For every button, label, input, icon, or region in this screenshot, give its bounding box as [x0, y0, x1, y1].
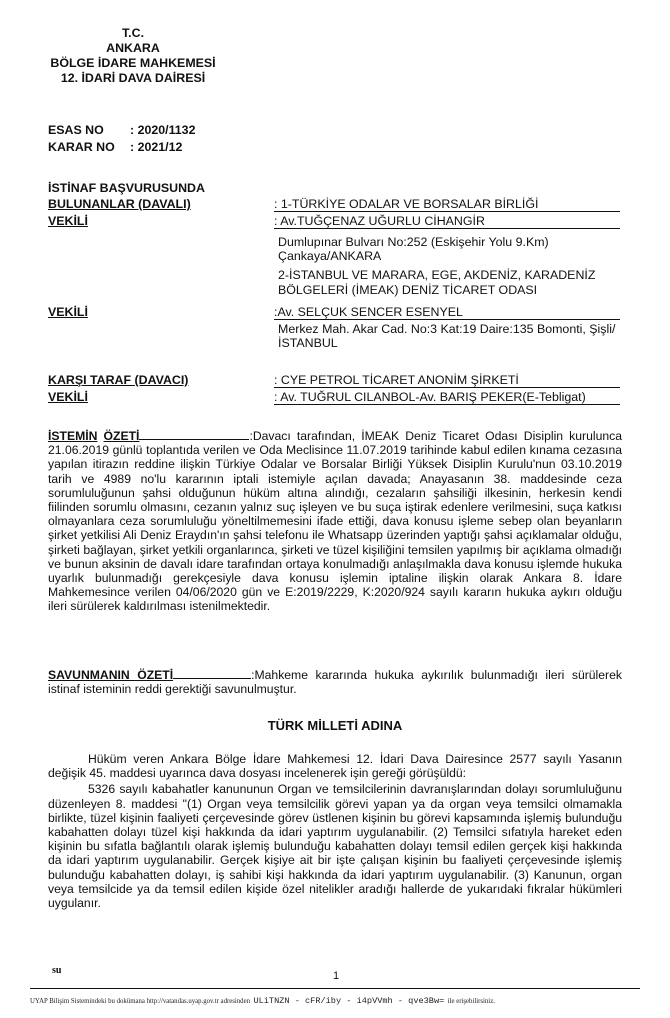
footer-rule	[30, 988, 640, 989]
vekil2-value: :Av. SELÇUK SENCER ESENYEL	[274, 305, 463, 319]
footer-uyap-tail: ile erişebilirsiniz.	[447, 998, 495, 1005]
istinaf-label-2: BULUNANLAR (DAVALI)	[48, 197, 191, 211]
rule	[274, 211, 620, 212]
page-number: 1	[333, 970, 340, 982]
body-paragraph-2: 5326 sayılı kabahatler kanununun Organ ve temsilcilerinin davranışlarından dolayı sorumluluğunu düzenleyen 8. maddesi "(1) Organ veya temsilcilik görevi yapan ya da organ veya temsilci olmamakla birlikte, tüzel kişinin faaliyeti çerçevesinde görev üstlenen kişinin bu görevi kapsamında işlemiş bulunduğu kabahatten dolayı tüzel kişi hakkında da idari yaptırım uygulanabilir. (2) Temsilci sıfatıyla hareket eden kişinin bu sıfatla bağlantılı olarak işlemiş bulunduğu kabahatten dolayı temsil edilen gerçek kişi hakkında da idari yaptırım uygulanabilir. Gerçek kişiye ait bir işte çalışan kişinin bu faaliyeti çerçevesinde işlemiş bulunduğu kabahatten dolayı, iş sahibi kişi hakkında da idari yaptırım uygulanabilir. (3) Kanunun, organ veya temsilcide ya da temsil edilen kişide özel nitelikler aradığı hallerde de yukarıdaki fıkralar hükümleri uygulanır.	[48, 782, 622, 911]
vekil1-address: Dumlupınar Bulvarı No:252 (Eskişehir Yolu 9.Km) Çankaya/ANKARA	[278, 235, 549, 263]
rule	[274, 228, 620, 229]
header-chamber: 12. İDARİ DAVA DAİRESİ	[60, 71, 206, 85]
document-title: TÜRK MİLLETİ ADINA	[267, 718, 403, 733]
vekil1-label: VEKİLİ	[48, 214, 88, 228]
karsi-value: : CYE PETROL TİCARET ANONİM ŞİRKETİ	[274, 373, 519, 387]
vekil2-label: VEKİLİ	[48, 305, 88, 319]
esas-label: ESAS NO	[48, 123, 104, 137]
istemin-label-a: İSTEMİN	[48, 429, 98, 443]
rule	[274, 319, 620, 320]
vekil3-label: VEKİLİ	[48, 390, 88, 404]
body-paragraph-1: Hüküm veren Ankara Bölge İdare Mahkemesi 12. İdari Dava Dairesince 2577 sayılı Yasanın değişik 45. maddesi uyarınca dava dosyası incelenerek işin gereği görüşüldü:	[48, 752, 622, 781]
esas-value: : 2020/1132	[130, 123, 196, 137]
vekil2-address: Merkez Mah. Akar Cad. No:3 Kat:19 Daire:135 Bomonti, Şişli/İSTANBUL	[278, 322, 616, 350]
rule	[274, 387, 620, 388]
karar-label: KARAR NO	[48, 140, 115, 154]
footer-uyap-note: UYAP Bilişim Sistemindeki bu dokümana http://vatandas.uyap.gov.tr adresinden	[30, 998, 250, 1005]
rule	[274, 404, 620, 405]
header-city: ANKARA	[106, 41, 160, 55]
istinaf-value: : 1-TÜRKİYE ODALAR VE BORSALAR BİRLİĞİ	[274, 197, 539, 211]
party2-name: 2-İSTANBUL VE MARARA, EGE, AKDENİZ, KARADENİZ BÖLGELERİ (İMEAK) DENİZ TİCARET ODASI	[278, 268, 596, 297]
court-header	[38, 26, 228, 86]
karar-value: : 2021/12	[130, 140, 183, 154]
footer-uyap	[30, 992, 642, 1006]
vekil1-value: : Av.TUĞÇENAZ UĞURLU CİHANGİR	[274, 214, 485, 228]
label-rule	[173, 668, 251, 679]
footer-code: ULiTNZN - cFR/iby - i4pVVmh - qve3Bw=	[253, 996, 445, 1006]
istinaf-label-1: İSTİNAF BAŞVURUSUNDA	[48, 181, 205, 195]
label-rule	[139, 429, 249, 440]
body-section	[48, 752, 622, 910]
istemin-text: :Davacı tarafından, İMEAK Deniz Ticaret Odası Disiplin kurulunca 21.06.2019 günlü toplantıda verilen ve Oda Meclisince 11.07.2019 tarihinde kabul edilen kınama cezasına yapılan itirazın reddine ilişkin Türkiye Odalar ve Borsalar Birliği Yüksek Disiplin Kurulu'nun 03.10.2019 tarih ve 4989 no'lu kararının iptali istemiyle açılan davada; Anayasanın 38. maddesinde ceza sorumluluğunun şahsi olduğunun hüküm altına alındığı, cezaların şahsiliği ilkesinin, herkesin kendi fiilinden sorumlu olmasını, cezanın yalnız suç işleyen ve bu suça iştirak edenlere verilmesini, suça katkısı olmayanlara ceza sorumluluğu yöneltilmemesini ifade ettiği, dava konusu işleme sebep olan beyanların şirket yetkilisi Ali Deniz Eraydın'ın şahsi telefonu ile Whatsapp üzerinden yaptığı şahsi açıklamalar olduğu, şirketi bağlayan, şirket yetkili organlarınca, şirketi ve tüzel kişiliğini temsilen yapılmış bir açıklama olmadığı ve bunun aksinin de davalı idare tarafından ortaya konulmadığı anlaşılmakla dava konusu işlemde hukuka uyarlık bulunmadığı gerekçesiyle dava konusu işlemin iptaline ilişkin olarak Ankara 8. İdare Mahkemesince verilen 04/06/2020 gün ve E:2019/2229, K:2020/924 sayılı kararın hukuka aykırı olduğu ileri sürülerek kaldırılması istenilmektedir.	[48, 429, 623, 614]
header-tc: T.C.	[121, 26, 145, 40]
header-court: BÖLGE İDARE MAHKEMESİ	[50, 56, 216, 70]
karsi-label: KARŞI TARAF (DAVACI)	[48, 373, 189, 387]
savunma-section	[48, 668, 622, 696]
savunma-text: :Mahkeme kararında hukuka aykırılık bulunmadığı ileri sürülerek istinaf isteminin reddi gerektiği savunulmuştur.	[48, 668, 622, 697]
istemin-ozeti-section	[48, 429, 622, 614]
vekil3-value: : Av. TUĞRUL CILANBOL-Av. BARIŞ PEKER(E-Tebligat)	[274, 390, 586, 404]
istemin-label-b: ÖZETİ	[103, 429, 140, 443]
footer-initials: su	[52, 965, 62, 976]
savunma-label: SAVUNMANIN ÖZETİ	[48, 668, 174, 682]
